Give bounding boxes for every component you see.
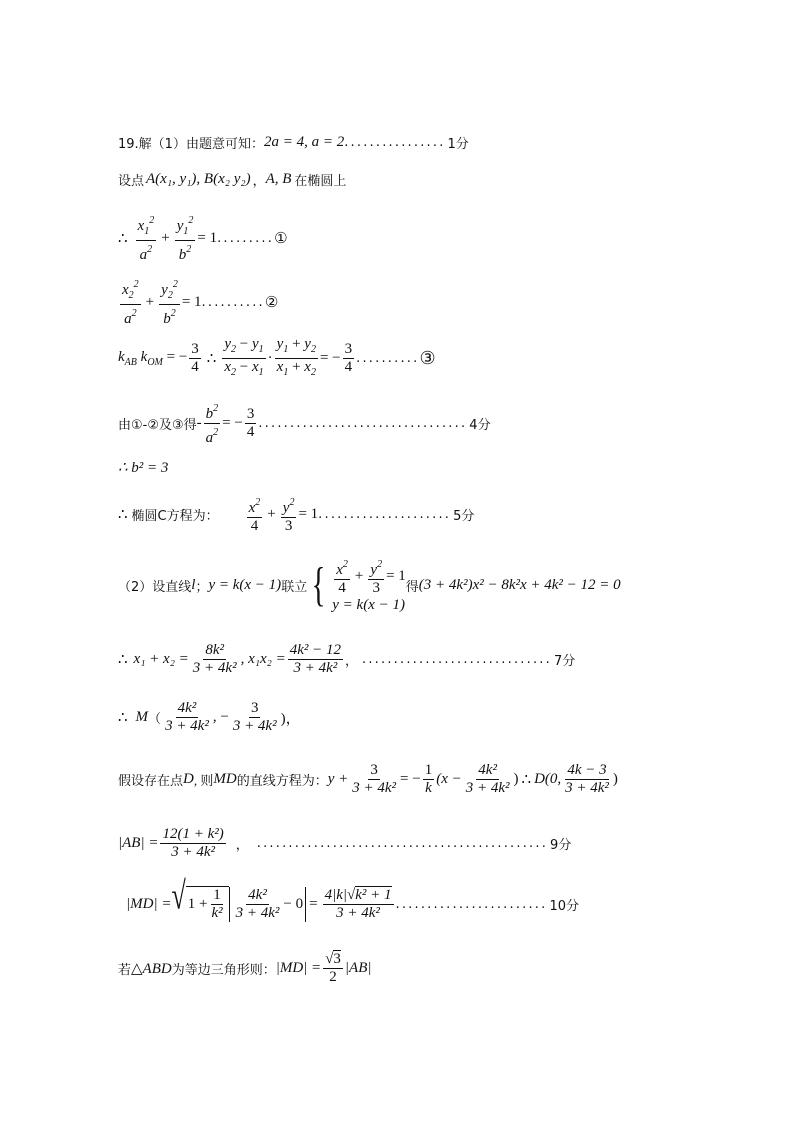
fraction-mx: $\frac{\text{4k²}}{\text{3 + 4k²}}$	[165, 700, 209, 734]
fraction-3-4: $\frac{3}{4}$	[246, 406, 255, 440]
sqrt-expression: √ 1 + $\frac{1}{\text{k²}}$	[171, 886, 228, 922]
close-paren: )	[612, 771, 618, 787]
score: 9分	[550, 838, 572, 853]
slope-product: $k_{AB}$ $k_{OM}$ = −	[118, 349, 188, 368]
therefore-symbol: ∴	[521, 772, 532, 788]
x-minus: (x −	[436, 771, 462, 787]
line-4: $\frac{x_2^2}{a^2}$ + $\frac{y_2^2}{b^2}$ = 1 .......... ②	[118, 276, 278, 328]
line-9	[118, 556, 621, 614]
equals-one: = 1	[298, 506, 319, 522]
leader-dots: .........	[217, 230, 275, 246]
length-md: |MD| =	[275, 959, 322, 976]
fraction-4k2: $\frac{\text{4k²}}{\text{3 + 4k²}}$	[465, 762, 510, 796]
leader-dots: ..............................................	[256, 836, 549, 851]
therefore-symbol: ∴	[118, 710, 128, 726]
label: 假设存在点	[118, 774, 184, 789]
score: 4分	[469, 418, 491, 433]
triangle-abd: △ABD	[131, 960, 172, 977]
therefore-symbol: ∴	[118, 507, 128, 523]
fraction-dy-dx: $\frac{y_2 - y_1}{x_2 - x_1}$	[224, 336, 264, 378]
fraction-x2: $\frac{x_2^2}{a^2}$	[120, 276, 141, 328]
fraction-d: $\frac{4k - 3}{\text{3 + 4k²}}$	[565, 762, 609, 796]
line-10	[118, 642, 575, 677]
line-12	[118, 762, 618, 797]
points: A(x₁, y₁), B(x₂ y₂)	[146, 171, 251, 187]
equals: = −	[319, 350, 341, 366]
leader-dots: ..........	[356, 351, 420, 366]
label: 设点	[118, 174, 145, 189]
fraction-y2: $\frac{y_2^2}{b^2}$	[159, 276, 180, 328]
separator: ，	[252, 174, 266, 189]
leader-dots: ..........	[201, 294, 265, 310]
fraction-b2-a2: $\frac{b^2}{a^2}$	[204, 400, 221, 447]
line-1	[118, 133, 469, 152]
system-brace: {	[311, 558, 326, 611]
fraction-3-4: $\frac{3}{4}$	[191, 341, 199, 375]
segment-md: MD	[213, 771, 237, 787]
quadratic-result: (3 + 4k²)x² − 8k²x + 4k² − 12 = 0	[418, 576, 621, 593]
line-5: $k_{AB}$ $k_{OM}$ = − $\frac{3}{4}$ ∴ $\frac{y_2 - y_1}{x_2 - x_1}$ · $\frac{y_1 + y_2}{x_1 + x_2}$ = − $\frac{3}{4}$ .......... ③	[118, 336, 436, 381]
label-2: 的直线方程为：	[236, 774, 328, 789]
sum-label: x₁ + x₂ =	[133, 651, 189, 667]
line-8: ∴ 椭圆C方程为： $\frac{x^2}{4}$ + $\frac{y^2}{3}$ = 1 ..................... 5分	[118, 494, 474, 535]
join-label: 联立	[281, 579, 308, 595]
fraction-my: $\frac{3}{\text{3 + 4k²}}$	[232, 700, 277, 734]
line-l: l	[191, 576, 196, 593]
label: 椭圆C方程为：	[131, 509, 219, 524]
equals: = −	[222, 415, 243, 431]
line-13	[118, 826, 571, 861]
equals: =	[309, 895, 318, 912]
leader-dots: .....................	[318, 507, 452, 522]
semicolon: ；	[195, 579, 209, 595]
line-6	[118, 400, 491, 447]
equation-system: $\frac{x^2}{4}$ + $\frac{y^2}{3}$ = 1 y = k(x − 1)	[332, 556, 406, 614]
separator: , −	[212, 709, 229, 725]
comma: ，	[344, 654, 358, 669]
fraction-3-4-b: $\frac{3}{4}$	[344, 341, 353, 375]
equation: 2a = 4, a = 2	[263, 134, 345, 150]
circled-mark: ③	[419, 348, 436, 369]
fraction-y2-3: $\frac{y^2}{3}$	[368, 556, 384, 597]
therefore-symbol: ∴	[118, 230, 128, 247]
score: 10分	[549, 898, 580, 914]
therefore-symbol: ∴	[118, 652, 128, 668]
fraction-x2-4: $\frac{x^2}{4}$	[334, 556, 350, 597]
point-d-coords: D(0,	[534, 771, 562, 787]
circled-mark: ②	[264, 293, 279, 311]
fraction-y1: $\frac{y_1^2}{b^2}$	[175, 212, 196, 264]
fraction-sqrt3-2: √ 3 2	[325, 950, 341, 985]
line-7	[118, 458, 168, 477]
line-3: ∴ $\frac{x_1^2}{a^2}$ + $\frac{y_1^2}{b^2}$ = 1 ......... ①	[118, 212, 288, 264]
line-15	[118, 950, 372, 986]
score: 5分	[453, 509, 475, 524]
fraction-x1: $\frac{x_1^2}{a^2}$	[136, 212, 157, 264]
fraction-md: 4|k| √ k² + 1 3 + 4k²	[324, 886, 392, 921]
then: , 则	[193, 773, 214, 788]
abs-expression: $\frac{\text{4k²}}{\text{3 + 4k²}}$ − 0	[229, 887, 307, 922]
points-ab: A, B	[265, 171, 292, 187]
leader-dots: .................................	[258, 416, 468, 431]
leader-dots: ..............................	[362, 652, 552, 667]
label-tail: 在椭圆上	[294, 174, 347, 189]
fraction-x2-4: $\frac{x^2}{4}$	[247, 494, 263, 535]
therefore-symbol: ∴	[206, 351, 217, 367]
equals-one: = 1	[386, 568, 406, 584]
circled-mark: ①	[274, 229, 288, 247]
label-2: 为等边三角形则：	[171, 962, 276, 978]
fraction-3: $\frac{3}{\text{3 + 4k²}}$	[352, 762, 397, 796]
y-plus: y +	[327, 771, 349, 787]
minus: -	[196, 415, 202, 431]
fraction-ab: $\frac{\text{12(1 + k²)}}{\text{3 + 4k²}}$	[162, 826, 224, 860]
equals-one: = 1	[197, 229, 218, 246]
line-equation: y = k(x − 1)	[208, 576, 282, 593]
b-squared-result: ∴ b² = 3	[118, 460, 169, 476]
equals: = −	[400, 771, 421, 787]
length-ab: |AB|	[344, 959, 372, 976]
label: （2）设直线	[118, 579, 192, 595]
label: 若	[118, 962, 132, 978]
open-paren: （	[148, 712, 162, 727]
fraction-sum: $\frac{y_1 + y_2}{x_1 + x_2}$	[276, 336, 316, 378]
line-2	[118, 170, 346, 189]
point-d: D	[183, 771, 194, 787]
fraction-product: $\frac{\text{4k² − 12}}{\text{3 + 4k²}}$	[289, 642, 341, 676]
leader-dots: ................	[344, 135, 446, 150]
fraction-1-k: $\frac{1}{k}$	[424, 762, 433, 796]
system-line-2: y = k(x − 1)	[332, 597, 405, 613]
label: 19.解（1）由题意可知：	[118, 137, 264, 152]
equals-one: = 1	[181, 293, 202, 310]
close-paren: )，	[280, 711, 301, 727]
length-ab: |AB| =	[118, 835, 159, 851]
comma: ，	[235, 838, 249, 853]
leader-dots: ........................	[395, 896, 548, 912]
score: 7分	[553, 654, 576, 669]
point-m: M	[135, 709, 149, 725]
line-14	[126, 874, 580, 922]
product-label: , x₁x₂ =	[240, 651, 286, 667]
close-paren: )	[513, 771, 519, 787]
label: 由①-②及③得	[118, 418, 197, 433]
fraction-y2-3: $\frac{y^2}{3}$	[281, 494, 297, 535]
length-md: |MD| =	[126, 895, 172, 912]
line-11	[118, 700, 301, 735]
de-label: 得	[405, 579, 419, 595]
fraction-sum: $\frac{\text{8k²}}{\text{3 + 4k²}}$	[192, 642, 237, 676]
score: 1分	[447, 137, 469, 152]
